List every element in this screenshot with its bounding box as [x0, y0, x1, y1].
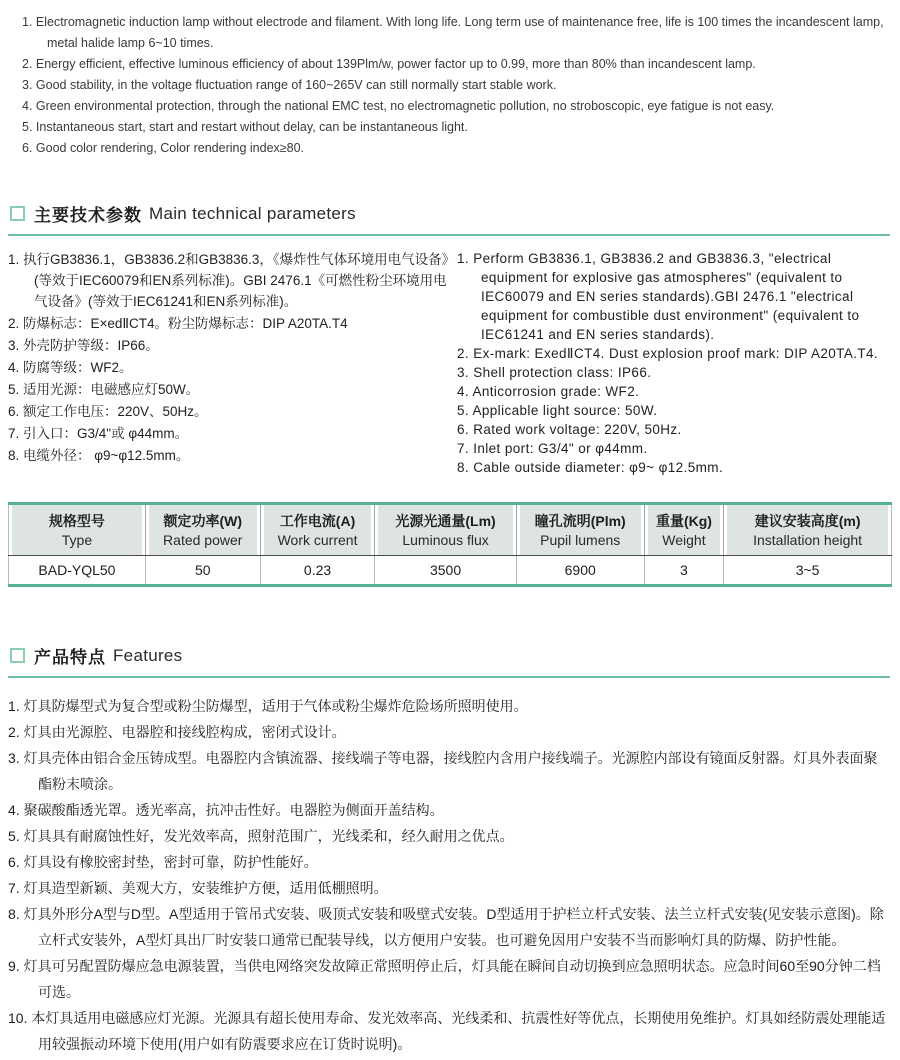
spec-cell-type: BAD-YQL50 [9, 556, 146, 586]
header-label-en: Work current [277, 532, 358, 548]
section-title-en: Features [113, 645, 183, 665]
header-label-en: Installation height [753, 532, 863, 548]
intro-item: 2. Energy efficient, effective luminous efficiency of about 139Plm/w, power factor up to 0.99, more than 80% than incandescent lamp. [22, 57, 756, 71]
header-label-cn: 重量(Kg) [655, 513, 712, 529]
spec-header-type [9, 504, 146, 556]
param-item-cn: 3. 外壳防护等级：IP66。 [8, 338, 159, 353]
section-title-cn: 产品特点 [34, 648, 106, 667]
param-item-en: 8. Cable outside diameter: φ9~ φ12.5mm. [456, 460, 724, 475]
feature-item: 2. 灯具由光源腔、电器腔和接线腔构成，密闭式设计。 [8, 724, 346, 740]
param-item-cn: 6. 额定工作电压：220V、50Hz。 [8, 404, 208, 419]
feature-item: 5. 灯具具有耐腐蚀性好，发光效率高，照射范围广，光线柔和，经久耐用之优点。 [8, 828, 514, 844]
features-list [8, 693, 890, 1057]
spec-header-pupil-lumens [516, 504, 644, 556]
spec-table [8, 502, 892, 587]
intro-item: 6. Good color rendering, Color rendering index≥80. [22, 141, 305, 155]
header-label-en: Pupil lumens [540, 532, 621, 548]
intro-item: 1. Electromagnetic induction lamp without electrode and filament. With long life. Long term use of maintenance free, life is 100 times the incandescent lamp, metal halide lamp 6~10 times. [22, 15, 884, 50]
header-label-cn: 建议安装高度(m) [754, 513, 861, 529]
spec-cell-work-current: 0.23 [260, 556, 375, 586]
param-item-cn: 7. 引入口：G3/4"或 φ44mm。 [8, 426, 189, 441]
header-label-cn: 光源光通量(Lm) [395, 513, 496, 529]
spec-header-work-current [260, 504, 375, 556]
section-marker-square-icon [10, 648, 25, 663]
param-item-en: 3. Shell protection class: IP66. [456, 365, 652, 380]
param-item-en: 4. Anticorrosion grade: WF2. [456, 384, 640, 399]
section-marker-square-icon [10, 206, 25, 221]
param-item-cn: 4. 防腐等级：WF2。 [8, 360, 133, 375]
param-item-cn: 8. 电缆外径： φ9~φ12.5mm。 [8, 448, 190, 463]
section-title-cn: 主要技术参数 [34, 206, 142, 225]
header-label-cn: 额定功率(W) [163, 513, 243, 529]
header-label-en: Luminous flux [402, 532, 489, 548]
spec-table-row [9, 556, 892, 586]
spec-header-luminous-flux [375, 504, 516, 556]
spec-cell-luminous-flux: 3500 [375, 556, 516, 586]
spec-table-header-row [9, 504, 892, 556]
param-item-en: 5. Applicable light source: 50W. [456, 403, 658, 418]
intro-item: 5. Instantaneous start, start and restart without delay, can be instantaneous light. [22, 120, 468, 134]
section-header-features [8, 643, 890, 678]
spec-header-installation-height [724, 504, 892, 556]
param-item-en: 2. Ex-mark: ExedⅡCT4. Dust explosion proof mark: DIP A20TA.T4. [456, 346, 879, 361]
spec-cell-pupil-lumens: 6900 [516, 556, 644, 586]
feature-item: 3. 灯具壳体由铝合金压铸成型。电器腔内含镇流器、接线端子等电器，接线腔内含用户接线端子。光源腔内部设有镜面反射器。灯具外表面聚酯粉末喷涂。 [8, 750, 878, 792]
feature-item: 9. 灯具可另配置防爆应急电源装置，当供电网络突发故障正常照明停止后，灯具能在瞬间自动切换到应急照明状态。应急时间60至90分钟二档可选。 [8, 958, 881, 1000]
param-item-cn: 2. 防爆标志：E×edⅡCT4。粉尘防爆标志：DIP A20TA.T4 [8, 316, 348, 331]
spec-cell-installation-height: 3~5 [724, 556, 892, 586]
param-item-en: 7. Inlet port: G3/4" or φ44mm. [456, 441, 648, 456]
intro-item: 3. Good stability, in the voltage fluctuation range of 160~265V can still normally start stable work. [22, 78, 557, 92]
feature-item: 10. 本灯具适用电磁感应灯光源。光源具有超长使用寿命、发光效率高、光线柔和、抗震性好等优点，长期使用免维护。灯具如经防震处理能适用较强振动环境下使用(用户如有防震要求应在订货时说明)。 [8, 1010, 886, 1052]
spec-cell-weight: 3 [644, 556, 723, 586]
params-left-column-chinese [8, 249, 455, 477]
header-label-cn: 瞳孔流明(Plm) [534, 513, 626, 529]
feature-item: 7. 灯具造型新颖、美观大方，安装维护方便，适用低棚照明。 [8, 880, 388, 896]
header-label-en: Weight [662, 532, 706, 548]
section-header-tech-params [8, 201, 890, 236]
intro-item: 4. Green environmental protection, through the national EMC test, no electromagnetic pollution, no stroboscopic, eye fatigue is not easy. [22, 99, 775, 113]
param-item-cn: 5. 适用光源：电磁感应灯50W。 [8, 382, 200, 397]
section-title-en: Main technical parameters [149, 203, 356, 223]
params-right-column-english [457, 249, 890, 477]
header-label-en: Rated power [163, 532, 243, 548]
feature-item: 1. 灯具防爆型式为复合型或粉尘防爆型，适用于气体或粉尘爆炸危险场所照明使用。 [8, 698, 528, 714]
spec-header-rated-power [145, 504, 260, 556]
header-label-cn: 工作电流(A) [279, 513, 356, 529]
feature-item: 8. 灯具外形分A型与D型。A型适用于管吊式安装、吸顶式安装和吸壁式安装。D型适用于护栏立杆式安装、法兰立杆式安装(见安装示意图)。除立杆式安装外，A型灯具出厂时安装口通常已配装导线，以方便用户安装。也可避免因用户安装不当而影响灯具的防爆、防护性能。 [8, 906, 884, 948]
spec-cell-rated-power: 50 [145, 556, 260, 586]
param-item-en: 1. Perform GB3836.1, GB3836.2 and GB3836.3, "electrical equipment for explosive gas atmospheres" (equivalent to IEC60079 and EN series standards).GBI 2476.1 "electrical equipment for combustible dust environment" (equivalent to IEC61241 and EN series standards). [456, 251, 860, 342]
tech-params-columns [8, 249, 890, 477]
param-item-en: 6. Rated work voltage: 220V, 50Hz. [456, 422, 682, 437]
param-item-cn: 1. 执行GB3836.1，GB3836.2和GB3836.3，《爆炸性气体环境用电气设备》(等效于IEC60079和EN系列标准)。GBI 2476.1《可燃性粉尘环境用电气设备》(等效于IEC61241和EN系列标准)。 [8, 252, 449, 309]
header-label-cn: 规格型号 [48, 513, 105, 529]
feature-item: 6. 灯具设有橡胶密封垫，密封可靠，防护性能好。 [8, 854, 318, 870]
feature-item: 4. 聚碳酸酯透光罩。透光率高，抗冲击性好。电器腔为侧面开盖结构。 [8, 802, 444, 818]
intro-list [22, 12, 890, 159]
spec-header-weight [644, 504, 723, 556]
header-label-en: Type [61, 532, 93, 548]
